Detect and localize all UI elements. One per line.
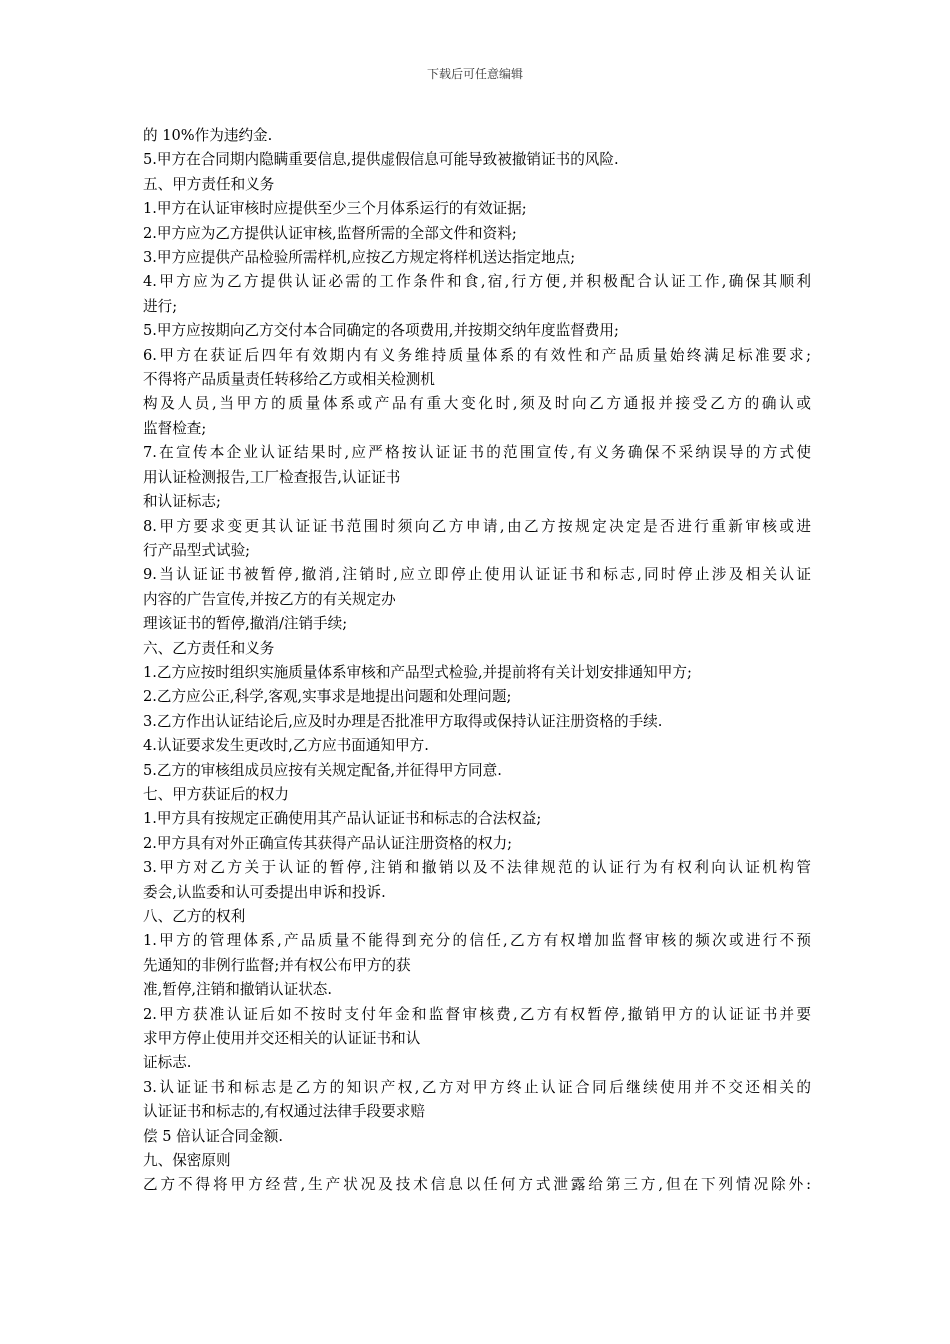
text-line: 五、甲方责任和义务 <box>143 175 275 193</box>
text-line: 不得将产品质量责任转移给乙方或相关检测机 <box>143 371 435 389</box>
text-line: 4.甲方应为乙方提供认证必需的工作条件和食,宿,行方便,并积极配合认证工作,确保其顺利 <box>143 273 811 291</box>
text-line: 2.甲方应为乙方提供认证审核,监督所需的全部文件和资料; <box>143 224 517 242</box>
text-line: 1.乙方应按时组织实施质量体系审核和产品型式检验,并提前将有关计划安排通知甲方; <box>143 663 692 681</box>
text-line: 求甲方停止使用并交还相关的认证证书和认 <box>143 1030 421 1048</box>
text-line: 3.甲方应提供产品检验所需样机,应按乙方规定将样机送达指定地点; <box>143 249 576 267</box>
text-line: 4.认证要求发生更改时,乙方应书面通知甲方. <box>143 737 429 755</box>
text-line: 内容的广告宣传,并按乙方的有关规定办 <box>143 590 396 608</box>
text-line: 1.甲方具有按规定正确使用其产品认证证书和标志的合法权益; <box>143 810 542 828</box>
text-line: 5.乙方的审核组成员应按有关规定配备,并征得甲方同意. <box>143 761 502 779</box>
text-line: 证标志. <box>143 1054 192 1072</box>
text-line: 5.甲方应按期向乙方交付本合同确定的各项费用,并按期交纳年度监督费用; <box>143 322 619 340</box>
text-line: 乙方不得将甲方经营,生产状况及技术信息以任何方式泄露给第三方,但在下列情况除外: <box>143 1176 811 1194</box>
text-line: 用认证检测报告,工厂检查报告,认证证书 <box>143 468 401 486</box>
text-line: 3.乙方作出认证结论后,应及时办理是否批准甲方取得或保持认证注册资格的手续. <box>143 712 663 730</box>
text-line: 9.当认证证书被暂停,撤消,注销时,应立即停止使用认证证书和标志,同时停止涉及相关认证 <box>143 566 811 584</box>
text-line: 2.乙方应公正,科学,客观,实事求是地提出问题和处理问题; <box>143 688 512 706</box>
page-header: 下载后可任意编辑 <box>426 67 523 81</box>
text-line: 的 10%作为违约金. <box>143 127 273 144</box>
text-line: 委会,认监委和认可委提出申诉和投诉. <box>143 883 386 901</box>
text-line: 7.在宣传本企业认证结果时,应严格按认证证书的范围宣传,有义务确保不采纳误导的方式使 <box>143 444 811 462</box>
text-line: 8.甲方要求变更其认证证书范围时须向乙方申请,由乙方按规定决定是否进行重新审核或进 <box>143 517 811 535</box>
text-line: 偿 5 倍认证合同金额. <box>143 1127 283 1145</box>
document-body <box>143 124 811 1198</box>
text-line: 和认证标志; <box>143 493 221 511</box>
text-line: 5.甲方在合同期内隐瞒重要信息,提供虚假信息可能导致被撤销证书的风险. <box>143 151 619 169</box>
text-line: 2.甲方具有对外正确宣传其获得产品认证注册资格的权力; <box>143 834 513 852</box>
text-line: 六、乙方责任和义务 <box>143 639 275 657</box>
text-line: 先通知的非例行监督;并有权公布甲方的获 <box>143 956 411 974</box>
text-line: 八、乙方的权利 <box>143 908 246 925</box>
text-line: 3.甲方对乙方关于认证的暂停,注销和撤销以及不法律规范的认证行为有权利向认证机构管 <box>143 859 811 877</box>
text-line: 2.甲方获准认证后如不按时支付年金和监督审核费,乙方有权暂停,撤销甲方的认证证书并要 <box>143 1005 811 1023</box>
text-line: 3.认证证书和标志是乙方的知识产权,乙方对甲方终止认证合同后继续使用并不交还相关的 <box>143 1078 811 1096</box>
text-line: 理该证书的暂停,撤消/注销手续; <box>143 615 348 633</box>
text-line: 九、保密原则 <box>143 1152 231 1170</box>
text-line: 监督检查; <box>143 419 207 437</box>
text-line: 6.甲方在获证后四年有效期内有义务维持质量体系的有效性和产品质量始终满足标准要求; <box>143 346 811 364</box>
text-line: 1.甲方在认证审核时应提供至少三个月体系运行的有效证据; <box>143 200 527 218</box>
text-line: 构及人员,当甲方的质量体系或产品有重大变化时,须及时向乙方通报并接受乙方的确认或 <box>143 395 811 413</box>
text-line: 七、甲方获证后的权力 <box>143 785 289 803</box>
text-line: 1.甲方的管理体系,产品质量不能得到充分的信任,乙方有权增加监督审核的频次或进行不预 <box>143 932 811 950</box>
text-line: 认证证书和标志的,有权通过法律手段要求赔 <box>143 1103 425 1121</box>
text-line: 准,暂停,注销和撤销认证状态. <box>143 981 333 999</box>
text-line: 进行; <box>143 297 178 315</box>
text-line: 行产品型式试验; <box>143 541 251 559</box>
